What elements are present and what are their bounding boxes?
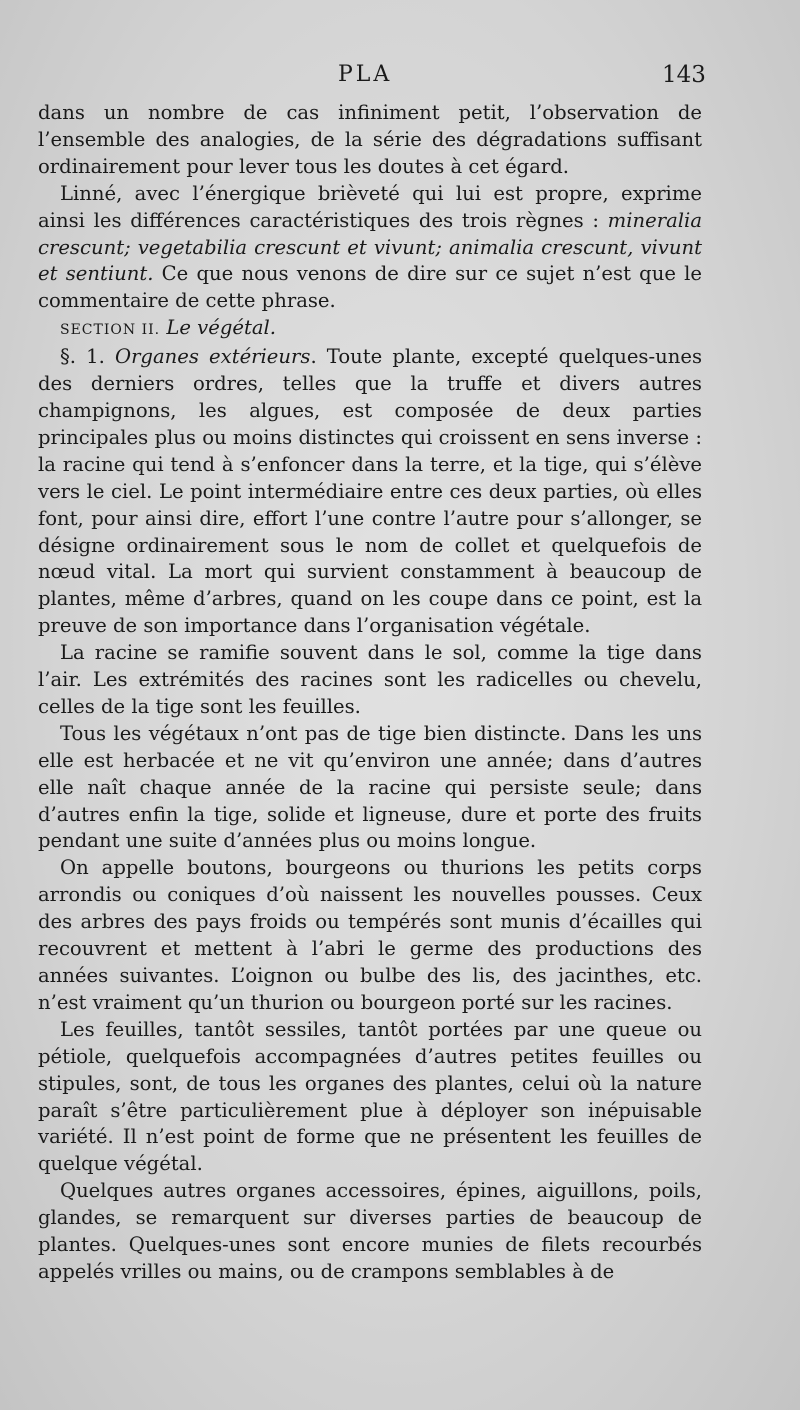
subsection-title: Organes extérieurs bbox=[115, 345, 311, 369]
page-number: 143 bbox=[662, 62, 706, 88]
paragraph-feuilles: Les feuilles, tantôt sessiles, tantôt portées par une queue ou pétiole, quelquefois accompagnées d’autres petites feuilles ou stipules, sont, de tous les organes des plantes, celui où la nature paraît s’être particulièrement plue à déployer son inépuisable variété. Il n’est point de forme que ne présentent les feuilles de quelque végétal. bbox=[38, 1017, 702, 1176]
paragraph-linne bbox=[38, 181, 702, 316]
section-title: Le végétal. bbox=[166, 316, 277, 340]
paragraph-boutons: On appelle boutons, bourgeons ou thurions les petits corps arrondis ou coniques d’où naissent les nouvelles pousses. Ceux des arbres des pays froids ou tempérés sont munis d’écailles qui recouvrent et mettent à l’abri le germe des productions des années suivantes. L’oignon ou bulbe des lis, des jacinthes, etc. n’est vraiment qu’un thurion ou bourgeon porté sur les racines. bbox=[38, 856, 702, 1014]
paragraph-organes-text: Toute plante, excepté quelques-unes des derniers ordres, telles que la truffe et divers autres champignons, les algues, est composée de deux parties principales plus ou moins distinctes qui croissent en sens inverse : la racine qui tend à s’enfoncer dans la terre, et la tige, qui s’élève vers le ciel. Le point intermédiaire entre ces deux parties, où elles font, pour ainsi dire, effort l’une contre l’autre pour s’allonger, se désigne ordinairement sous le nom de collet et quelquefois de nœud vital. La mort qui survient constamment à beaucoup de plantes, même d’arbres, quand on les coupe dans ce point, est la preuve de son importance dans l’organisation végétale. bbox=[38, 345, 702, 638]
paragraph-organes-accessoires: Quelques autres organes accessoires, épines, aiguillons, poils, glandes, se remarquent sur diverses parties de beaucoup de plantes. Quelques-unes sont encore munies de filets recourbés appelés vrilles ou mains, ou de crampons semblables à de bbox=[38, 1179, 702, 1283]
paragraph-racine: La racine se ramifie souvent dans le sol, comme la tige dans l’air. Les extrémités des racines sont les radicelles ou chevelu, celles de la tige sont les feuilles. bbox=[38, 641, 702, 718]
subsection-title-dot: . bbox=[310, 345, 317, 369]
paragraph-organes bbox=[38, 344, 702, 640]
latin-quote: mineralia crescunt; vegetabilia crescunt et vivunt; animalia crescunt, vivunt et sentiunt. bbox=[38, 208, 702, 286]
section-label: SECTION II. bbox=[60, 322, 161, 339]
page-header bbox=[0, 62, 800, 96]
running-head: PLA bbox=[338, 62, 393, 87]
subsection-number: §. 1. bbox=[60, 345, 105, 369]
paragraph-tige: Tous les végétaux n’ont pas de tige bien distincte. Dans les uns elle est herbacée et ne vit qu’environ une année; dans d’autres elle naît chaque année de la racine qui persiste seule; dans d’autres enfin la tige, solide et ligneuse, dure et porte des fruits pendant une suite d’années plus ou moins longue. bbox=[38, 721, 702, 853]
paragraph-continuation: dans un nombre de cas infiniment petit, l’observation de l’ensemble des analogies, de la série des dégradations suffisant ordinairement pour lever tous les doutes à cet égard. bbox=[38, 101, 702, 178]
body-text bbox=[38, 100, 702, 1286]
paragraph-linne-text-a: Linné, avec l’énergique brièveté qui lui est propre, exprime ainsi les différences caractéristiques des trois règnes : bbox=[38, 181, 702, 232]
section-heading bbox=[38, 315, 702, 344]
paragraph-linne-text-b: Ce que nous venons de dire sur ce sujet n’est que le commentaire de cette phrase. bbox=[38, 262, 702, 313]
